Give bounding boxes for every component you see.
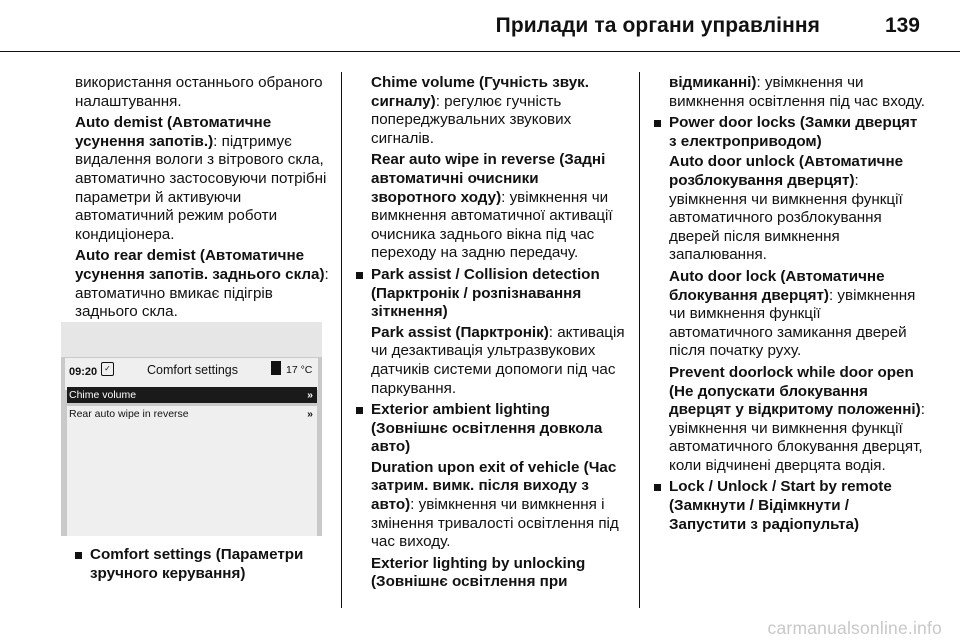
menu-item-label: Chime volume [69, 389, 137, 401]
paragraph-chime [371, 74, 628, 148]
term: Rear auto wipe in reverse (Задні автоматичні очисники зворотного ходу) [371, 151, 606, 206]
description: : автоматично вмикає підігрів заднього скла. [75, 265, 329, 321]
column-3 [654, 74, 926, 536]
paragraph-continued [669, 74, 926, 111]
column-1 [75, 74, 337, 325]
paragraph-ext-unlock [371, 555, 628, 592]
bullet-square-icon [356, 272, 363, 279]
page-title: Прилади та органи управління [495, 14, 820, 37]
paragraph-duration [371, 459, 628, 552]
chevron-right-icon: » [307, 389, 313, 401]
description: : увімкнення чи вимкнення функції автоматичного розблокування дверей після вимкнення запалювання. [669, 171, 903, 264]
term: Auto door lock (Автоматичне блокування дверцят) [669, 267, 885, 304]
bullet-square-icon [356, 407, 363, 414]
display-screenshot [61, 322, 322, 536]
display-list-panel [67, 422, 317, 536]
description: : регулює гучність попереджувальних звукових сигналів. [371, 92, 572, 147]
bullet-square-icon [654, 120, 661, 127]
header-rule [0, 51, 960, 52]
menu-item-rear-auto-wipe[interactable] [67, 406, 317, 422]
term: Exterior lighting by unlocking (Зовнішнє освітлення при [371, 554, 586, 591]
page-header [0, 0, 960, 50]
page-number: 139 [884, 14, 920, 37]
paragraph: використання останнього обраного налаштування. [75, 74, 323, 110]
display-title: Comfort settings [147, 363, 239, 377]
term: Park assist (Парктронік) [371, 323, 549, 341]
term: Auto door unlock (Автоматичне розблокування дверцят) [669, 153, 904, 189]
bullet-label: Exterior ambient lighting (Зовнішнє освітлення довкола авто) [371, 401, 603, 456]
description: : увімкнення чи вимкнення і змінення тривалості освітлення під час виходу. [371, 496, 619, 551]
bullet-comfort-settings [75, 546, 337, 583]
display-temperature: 17 °C [286, 364, 313, 376]
display-time: 09:20 [69, 366, 98, 378]
term: Auto rear demist (Автоматичне усунення запотів. заднього скла) [75, 247, 325, 283]
chevron-right-icon: » [307, 408, 313, 420]
description: : активація чи дезактивація ультразвукових датчиків системи допомоги під час паркування. [371, 323, 625, 397]
term: Prevent doorlock while door open (Не допускати блокування дверцят у відкритому положенні) [669, 363, 921, 419]
menu-item-label: Rear auto wipe in reverse [69, 408, 189, 420]
description: : підтримує видалення вологи з вітрового скла, автоматично застосовуючи потрібні параметри й активуючи автоматичний режим роботи кондиціонера. [75, 132, 327, 243]
watermark-text: carmanualsonline.info [767, 618, 942, 638]
column-divider-1 [341, 72, 342, 608]
column-2 [356, 74, 628, 595]
bullet-exterior-lighting [356, 401, 628, 457]
description: : увімкнення чи вимкнення функції автоматичного замикання дверей після початку руху. [669, 286, 916, 360]
phone-icon: ✓ [101, 362, 114, 376]
display-top-margin [61, 322, 322, 357]
paragraph-park [371, 324, 628, 398]
term: відмиканні) [669, 74, 757, 91]
paragraph-rear-wipe [371, 151, 628, 263]
paragraph-auto-demist [75, 114, 337, 244]
column-divider-2 [639, 72, 640, 608]
bullet-remote-lock [654, 478, 926, 534]
description: : увімкнення чи вимкнення функції автоматичного блокування дверцят, коли відчинені дверцята водія. [669, 401, 925, 474]
bullet-label: Comfort settings (Параметри зручного керування) [90, 546, 304, 582]
paragraph-prevent-doorlock [669, 364, 926, 476]
bullet-power-door-locks [654, 114, 926, 151]
description: : увімкнення чи вимкнення освітлення під час входу. [669, 74, 925, 110]
bullet-square-icon [654, 484, 661, 491]
bullet-park-assist [356, 266, 628, 322]
term: Chime volume (Гучність звук. сигналу) [371, 74, 589, 110]
fuel-gauge-icon [271, 361, 281, 375]
term: Duration upon exit of vehicle (Час затрим. вимк. після виходу з авто) [371, 458, 617, 514]
paragraph-auto-unlock [669, 153, 926, 265]
description: : увімкнення чи вимкнення автоматичної активації очисника заднього вікна під час переходу на задню передачу. [371, 188, 613, 262]
bullet-label: Lock / Unlock / Start by remote (Замкнути / Відімкнути / Запустити з радіопульта) [669, 478, 892, 533]
menu-item-chime-volume[interactable] [67, 387, 317, 403]
paragraph-auto-rear-demist [75, 247, 337, 321]
term: Auto demist (Автоматичне усунення запотів.) [75, 114, 272, 150]
paragraph-auto-lock [669, 268, 926, 361]
bullet-label: Power door locks (Замки дверцят з електроприводом) [669, 114, 918, 150]
bullet-label: Park assist / Collision detection (Парктронік / розпізнавання зіткнення) [371, 265, 600, 321]
column-1-bottom [75, 543, 337, 585]
bullet-square-icon [75, 552, 82, 559]
